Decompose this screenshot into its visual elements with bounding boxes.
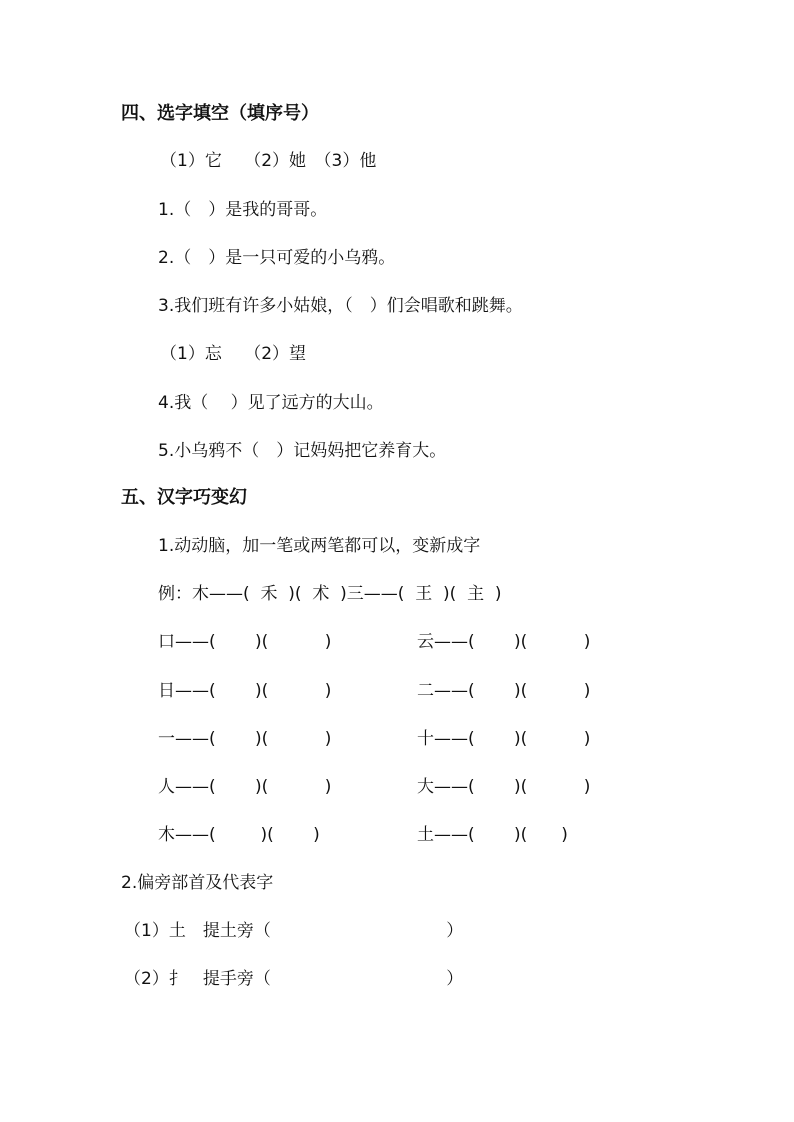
question-1: 1.（ ）是我的哥哥。 bbox=[158, 200, 328, 220]
section-5-title: 五、汉字巧变幻 bbox=[121, 487, 247, 508]
example-line: 例：木——( 禾 )( 术 )三——( 王 )( 主 ) bbox=[158, 584, 502, 604]
char-row-right: 云——( )( ) bbox=[417, 632, 591, 652]
char-row-right: 大——( )( ) bbox=[417, 777, 591, 797]
char-row-right: 十——( )( ) bbox=[417, 729, 591, 749]
section-4-title: 四、选字填空（填序号） bbox=[121, 103, 319, 124]
subsection-2-title: 2.偏旁部首及代表字 bbox=[121, 873, 274, 893]
char-row-right: 二——( )( ) bbox=[417, 681, 591, 701]
subsection-1-title: 1.动动脑，加一笔或两笔都可以，变新成字 bbox=[158, 536, 481, 556]
question-4: 4.我（ ）见了远方的大山。 bbox=[158, 393, 384, 413]
char-row-left: 人——( )( ) bbox=[158, 777, 332, 797]
options-row-a: （1）它 （2）她 （3）他 bbox=[160, 151, 377, 171]
radical-item-1: （1）土 提土旁（ ） bbox=[124, 921, 464, 941]
question-3: 3.我们班有许多小姑娘，（ ）们会唱歌和跳舞。 bbox=[158, 296, 523, 316]
char-row-left: 口——( )( ) bbox=[158, 632, 332, 652]
char-row-left: 日——( )( ) bbox=[158, 681, 332, 701]
question-5: 5.小乌鸦不（ ）记妈妈把它养育大。 bbox=[158, 441, 447, 461]
char-row-right: 土——( )( ) bbox=[417, 825, 568, 845]
char-row-left: 木——( )( ) bbox=[158, 825, 320, 845]
question-2: 2.（ ）是一只可爱的小乌鸦。 bbox=[158, 248, 396, 268]
options-row-b: （1）忘 （2）望 bbox=[160, 344, 307, 364]
char-row-left: 一——( )( ) bbox=[158, 729, 332, 749]
radical-item-2: （2）扌 提手旁（ ） bbox=[124, 969, 464, 989]
